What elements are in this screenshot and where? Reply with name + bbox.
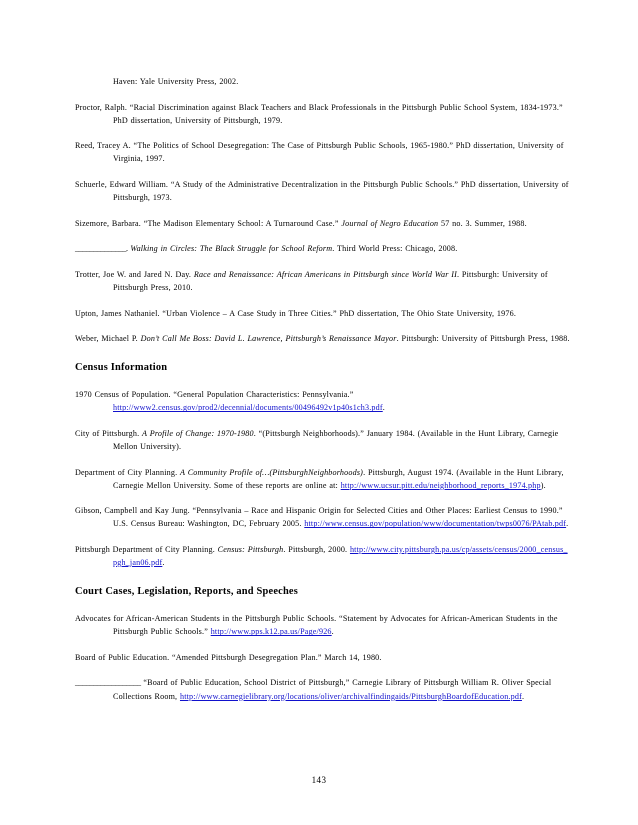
- bibliography-list: [75, 101, 570, 346]
- entry-text: .: [162, 558, 165, 568]
- court-entry-list: [75, 612, 570, 702]
- entry-text: Gibson, Campbell and Kay Jung. “Pennsylvania – Race and Hispanic Origin for Selected Cities and Other Places: Earliest Census to 1990.” U.S. Census Bureau: Washington, DC, February 2005.: [75, 506, 563, 529]
- entry-url-link[interactable]: http://www.carnegielibrary.org/locations/oliver/archivalfindingaids/PittsburghBoardofEducation.pdf: [179, 691, 522, 701]
- entry-text: .: [382, 403, 385, 413]
- entry-text: Advocates for African-American Students in the Pittsburgh Public Schools. “Statement by Advocates for African-American Students in the Pittsburgh Public Schools.”: [75, 614, 558, 637]
- entry-url-link[interactable]: http://www.census.gov/population/www/documentation/twps0076/PAtab.pdf: [304, 519, 567, 529]
- entry-text: Proctor, Ralph. “Racial Discrimination against Black Teachers and Black Professionals in the Pittsburgh Public School System, 1834-1973.” PhD dissertation, University of Pittsburgh, 1979.: [75, 102, 563, 125]
- entry-text: Reed, Tracey A. “The Politics of School Desegregation: The Case of Pittsburgh Public Schools, 1965-1980.” PhD dissertation, University of Virginia, 1997.: [75, 141, 564, 164]
- bibliography-entry: [75, 268, 570, 294]
- bibliography-entry: [75, 676, 570, 702]
- continued-entry-text: Haven: Yale University Press, 2002.: [113, 77, 239, 86]
- entry-title-italic: Journal of Negro Education: [341, 218, 439, 228]
- entry-text: . Third World Press: Chicago, 2008.: [332, 244, 458, 254]
- bibliography-entry: [75, 612, 570, 638]
- census-entry-list: [75, 388, 570, 569]
- entry-text: Sizemore, Barbara. “The Madison Elementary School: A Turnaround Case.”: [75, 218, 342, 228]
- entry-text: Pittsburgh Department of City Planning.: [75, 544, 218, 554]
- entry-text: Board of Public Education. “Amended Pittsburgh Desegregation Plan.” March 14, 1980.: [75, 652, 382, 662]
- entry-url-link[interactable]: http://www.city.pittsburgh.pa.us/cp/assets/census/2000_census_pgh_jan06.pdf: [113, 544, 568, 568]
- bibliography-entry: [75, 139, 570, 165]
- entry-text: City of Pittsburgh.: [75, 428, 143, 438]
- section-heading-census: Census Information: [75, 362, 168, 374]
- entry-text: .: [521, 691, 525, 701]
- entry-title-italic: Census: Pittsburgh: [217, 544, 284, 554]
- entry-text: Department of City Planning.: [75, 467, 181, 477]
- entry-text: . “(Pittsburgh Neighborhoods).” January 1984. (Available in the Hunt Library, Carnegie Mellon University).: [113, 428, 559, 451]
- bibliography-entry: [75, 307, 570, 320]
- entry-text: ).: [540, 480, 546, 490]
- entry-url-link[interactable]: http://www2.census.gov/prod2/decennial/documents/00496492v1p40s1ch3.pdf: [113, 403, 383, 413]
- entry-text: “Board of Public Education, School District of Pittsburgh,” Carnegie Library of Pittsburgh William R. Oliver Special Collections Room,: [113, 678, 552, 701]
- bibliography-entry: [75, 101, 570, 127]
- entry-text: . Pittsburgh, 2000.: [283, 544, 350, 554]
- entry-url-link[interactable]: http://www.pps.k12.pa.us/Page/926: [210, 627, 332, 637]
- section-heading-court-cases: Court Cases, Legislation, Reports, and Speeches: [75, 586, 298, 598]
- bibliography-entry: [75, 217, 570, 230]
- bibliography-entry: [75, 466, 570, 492]
- entry-text: Upton, James Nathaniel. “Urban Violence – A Case Study in Three Cities.” PhD dissertation, The Ohio State University, 1976.: [75, 308, 517, 318]
- bibliography-entry: [75, 543, 570, 569]
- entry-title-italic: Race and Renaissance: African Americans in Pittsburgh since World War II: [193, 269, 458, 279]
- bibliography-entry: [75, 178, 570, 204]
- entry-title-italic: Walking in Circles: The Black Struggle for School Reform: [127, 244, 333, 254]
- entry-text: . Pittsburgh, August 1974. (Available in the Hunt Library, Carnegie Mellon University. Some of these reports are online at:: [113, 467, 564, 490]
- entry-text: Schuerle, Edward William. “A Study of the Administrative Decentralization in the Pittsburgh Public Schools.” PhD dissertation, University of Pittsburgh, 1973.: [75, 179, 569, 203]
- entry-text: .: [331, 627, 334, 637]
- entry-text: . Pittsburgh: University of Pittsburgh Press, 2010.: [113, 269, 548, 292]
- entry-title-italic: A Profile of Change: 1970-1980: [142, 428, 254, 438]
- entry-url-link[interactable]: http://www.ucsur.pitt.edu/neighborhood_reports_1974.php: [340, 480, 541, 490]
- entry-text: . Pittsburgh: University of Pittsburgh Press, 1988.: [396, 334, 570, 344]
- bibliography-entry: [75, 388, 570, 414]
- entry-text: Weber, Michael P.: [75, 334, 141, 344]
- bibliography-entry: [75, 427, 570, 453]
- entry-text: Trotter, Joe W. and Jared N. Day.: [75, 269, 194, 279]
- bibliography-entry: [75, 242, 570, 255]
- bibliography-entry: [75, 332, 570, 345]
- bibliography-entry: [75, 651, 570, 664]
- page-number: 143: [311, 775, 327, 785]
- repeated-author-rule: __________________: [75, 678, 141, 688]
- repeated-author-rule: ______________.: [75, 244, 128, 254]
- entry-title-italic: Don’t Call Me Boss: David L. Lawrence, Pittsburgh’s Renaissance Mayor: [140, 334, 397, 344]
- entry-text: 57 no. 3. Summer, 1988.: [438, 218, 527, 228]
- entry-text: .: [566, 519, 569, 529]
- continued-entry: [75, 75, 570, 88]
- bibliography-entry: [75, 504, 570, 530]
- entry-title-italic: A Community Profile of…(PittsburghNeighborhoods): [180, 467, 364, 477]
- entry-text: 1970 Census of Population. “General Population Characteristics: Pennsylvania.”: [75, 390, 354, 400]
